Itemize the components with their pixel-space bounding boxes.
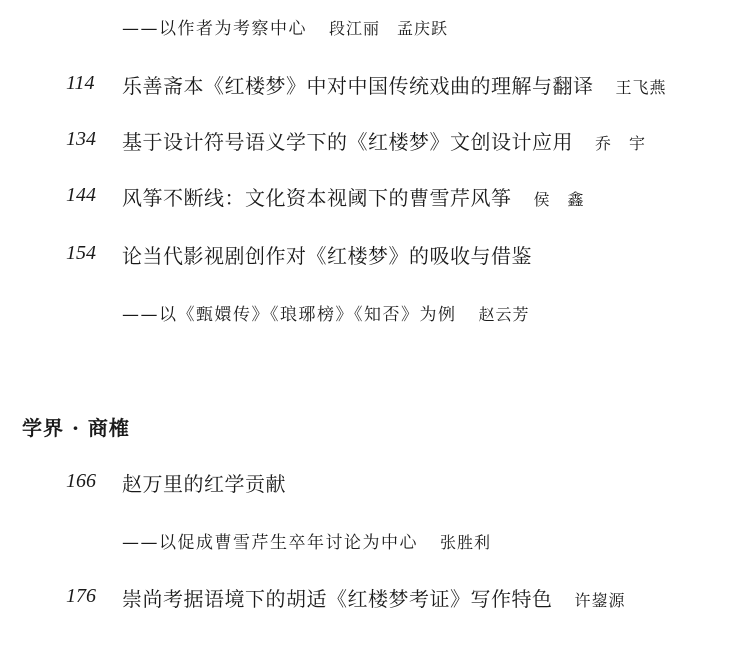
toc-title-line <box>122 583 626 612</box>
toc-title-line <box>122 468 286 497</box>
author-name: 许鋆源 <box>574 591 626 610</box>
article-title: 基于设计符号语义学下的《红楼梦》文创设计应用 <box>122 130 573 154</box>
author-name: 侯 鑫 <box>533 190 585 209</box>
author-name: 段江丽 孟庆跃 <box>329 19 449 38</box>
subtitle-text: ——以作者为考察中心 <box>122 19 307 39</box>
author-name: 王飞燕 <box>615 78 667 97</box>
section-heading: 学界 · 商榷 <box>22 416 130 440</box>
toc-subtitle <box>122 300 530 325</box>
toc-subtitle <box>122 528 491 553</box>
toc-title-line <box>122 70 667 99</box>
page-number: 166 <box>66 470 96 492</box>
article-title: 风筝不断线：文化资本视阈下的曹雪芹风筝 <box>122 186 512 210</box>
article-title: 赵万里的红学贡献 <box>122 472 286 496</box>
toc-subtitle <box>122 14 448 39</box>
author-name: 赵云芳 <box>478 305 530 324</box>
page-number: 114 <box>66 72 95 94</box>
subtitle-text: ——以促成曹雪芹生卒年讨论为中心 <box>122 533 418 553</box>
page-number: 176 <box>66 585 96 607</box>
article-title: 论当代影视剧创作对《红楼梦》的吸收与借鉴 <box>122 244 532 268</box>
page-number: 144 <box>66 184 96 206</box>
article-title: 乐善斋本《红楼梦》中对中国传统戏曲的理解与翻译 <box>122 74 594 98</box>
subtitle-text: ——以《甄嬛传》《琅琊榜》《知否》为例 <box>122 305 457 325</box>
toc-title-line <box>122 126 646 155</box>
page-number: 134 <box>66 128 96 150</box>
page-number: 154 <box>66 242 96 264</box>
article-title: 崇尚考据语境下的胡适《红楼梦考证》写作特色 <box>122 587 553 611</box>
author-name: 张胜利 <box>440 533 492 552</box>
toc-title-line <box>122 240 532 269</box>
toc-title-line <box>122 182 585 211</box>
author-name: 乔 宇 <box>595 134 647 153</box>
